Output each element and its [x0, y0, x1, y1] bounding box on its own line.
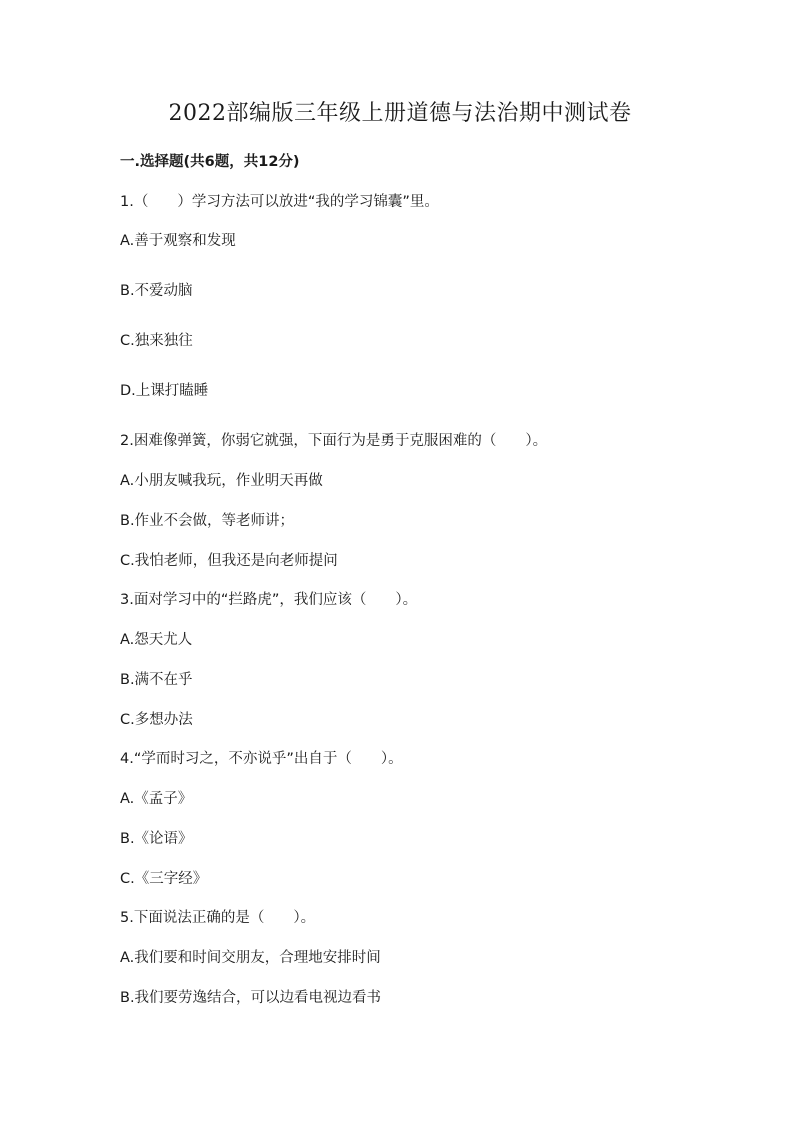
question-4-option-b: B.《论语》: [120, 831, 193, 847]
question-5-option-a: A.我们要和时间交朋友，合理地安排时间: [120, 950, 381, 966]
question-2-stem: 2.困难像弹簧，你弱它就强，下面行为是勇于克服困难的（ ）。: [120, 433, 548, 449]
question-3-option-b: B.满不在乎: [120, 672, 193, 688]
question-1-stem: 1.（ ）学习方法可以放进“我的学习锦囊”里。: [120, 194, 439, 210]
question-3-option-a: A.怨天尤人: [120, 632, 193, 648]
question-5-option-b: B.我们要劳逸结合，可以边看电视边看书: [120, 990, 382, 1006]
question-4-stem: 4.“学而时习之，不亦说乎”出自于（ ）。: [120, 751, 403, 767]
question-5-stem: 5.下面说法正确的是（ ）。: [120, 910, 316, 926]
question-3-stem: 3.面对学习中的“拦路虎”，我们应该（ ）。: [120, 592, 418, 608]
section-heading: 一.选择题(共6题，共12分): [120, 154, 300, 170]
question-1-option-d: D.上课打瞌睡: [120, 383, 209, 399]
question-3-option-c: C.多想办法: [120, 712, 193, 728]
question-1-option-c: C.独来独往: [120, 333, 193, 349]
page-title: 2022部编版三年级上册道德与法治期中测试卷: [168, 101, 632, 126]
question-1-option-a: A.善于观察和发现: [120, 233, 236, 249]
question-2-option-a: A.小朋友喊我玩，作业明天再做: [120, 473, 323, 489]
question-2-option-b: B.作业不会做，等老师讲；: [120, 513, 295, 529]
question-4-option-a: A.《孟子》: [120, 791, 193, 807]
question-1-option-b: B.不爱动脑: [120, 283, 193, 299]
question-4-option-c: C.《三字经》: [120, 871, 208, 887]
question-2-option-c: C.我怕老师，但我还是向老师提问: [120, 553, 338, 569]
